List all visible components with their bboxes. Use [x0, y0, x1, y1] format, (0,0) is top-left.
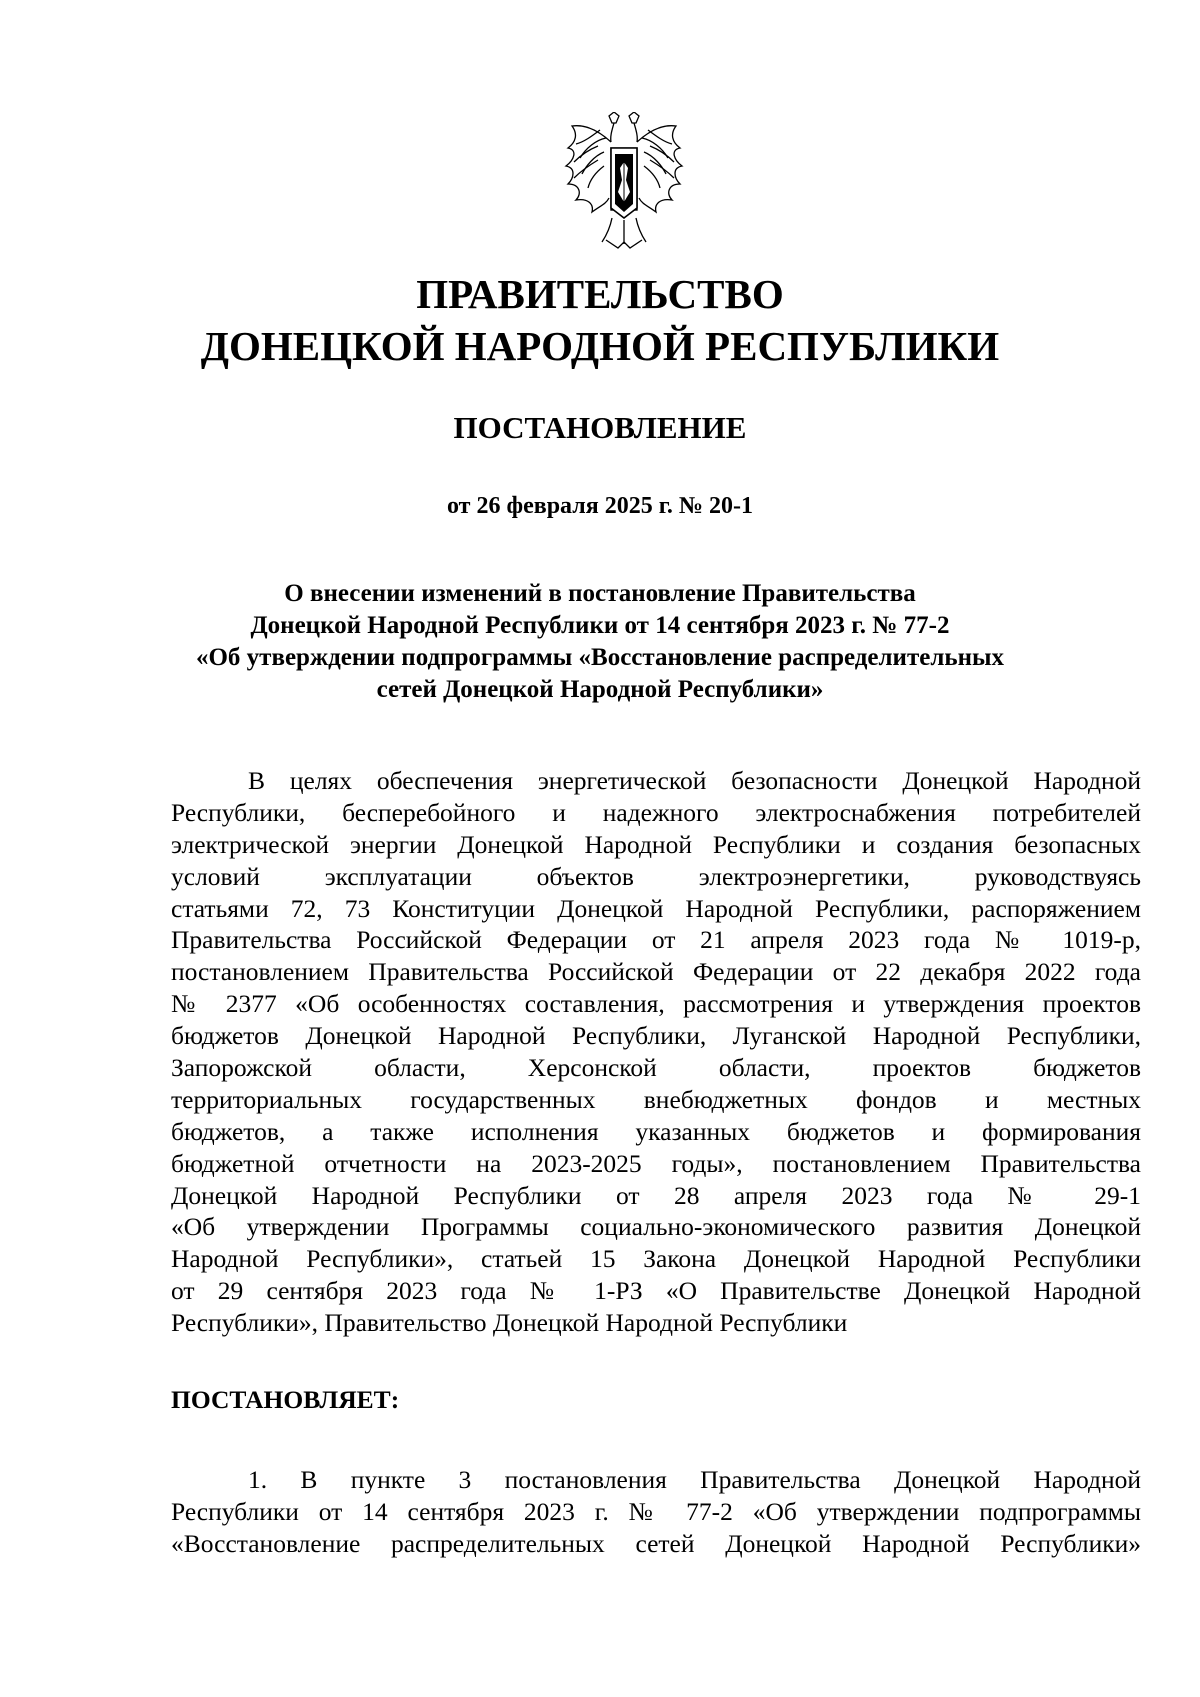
- preamble-line: бюджетов Донецкой Народной Республики, Луганской Народной Республики,: [171, 1021, 1141, 1051]
- preamble-line: Донецкой Народной Республики от 28 апреля 2023 года № 29-1: [171, 1180, 1141, 1210]
- preamble-line: Республики, бесперебойного и надежного электроснабжения потребителей: [171, 797, 1141, 827]
- resolves-heading: ПОСТАНОВЛЯЕТ:: [171, 1385, 400, 1414]
- government-name-line-2: ДОНЕЦКОЙ НАРОДНОЙ РЕСПУБЛИКИ: [200, 323, 1000, 369]
- preamble-line: Запорожской области, Херсонской области, проектов бюджетов: [171, 1053, 1141, 1083]
- preamble-line: постановлением Правительства Российской Федерации от 22 декабря 2022 года: [171, 957, 1141, 987]
- government-name: [0, 268, 1200, 372]
- preamble-paragraph: [171, 765, 1141, 1339]
- subject-line: сетей Донецкой Народной Республики»: [376, 676, 824, 703]
- item-1-line: Республики от 14 сентября 2023 г. № 77-2 «Об утверждении подпрограммы: [171, 1496, 1141, 1526]
- preamble-line: бюджетов, а также исполнения указанных бюджетов и формирования: [171, 1116, 1141, 1146]
- subject-line: О внесении изменений в постановление Правительства: [284, 580, 916, 607]
- preamble-line: Правительства Российской Федерации от 21 апреля 2023 года № 1019-р,: [171, 925, 1141, 955]
- preamble-line: условий эксплуатации объектов электроэнергетики, руководствуясь: [171, 861, 1141, 891]
- document-type: ПОСТАНОВЛЕНИЕ: [453, 410, 747, 445]
- preamble-line: территориальных государственных внебюджетных фондов и местных: [171, 1084, 1141, 1114]
- document-subject: [0, 578, 1200, 706]
- subject-line: «Об утверждении подпрограммы «Восстановление распределительных: [195, 644, 1004, 671]
- preamble-line: от 29 сентября 2023 года № 1-РЗ «О Правительстве Донецкой Народной: [171, 1276, 1141, 1306]
- preamble-line: «Об утверждении Программы социально-экономического развития Донецкой: [171, 1212, 1141, 1242]
- government-name-line-1: ПРАВИТЕЛЬСТВО: [416, 271, 784, 317]
- preamble-line: электрической энергии Донецкой Народной Республики и создания безопасных: [171, 829, 1141, 859]
- document-date-number: от 26 февраля 2025 г. № 20-1: [447, 493, 753, 519]
- subject-line: Донецкой Народной Республики от 14 сентября 2023 г. № 77-2: [250, 612, 950, 639]
- preamble-line: бюджетной отчетности на 2023-2025 годы», постановлением Правительства: [171, 1148, 1141, 1178]
- item-1-line: «Восстановление распределительных сетей Донецкой Народной Республики»: [171, 1528, 1141, 1558]
- preamble-line: В целях обеспечения энергетической безопасности Донецкой Народной: [248, 766, 1141, 795]
- item-1-line: 1. В пункте 3 постановления Правительства Донецкой Народной: [248, 1465, 1141, 1494]
- preamble-line: Республики», Правительство Донецкой Народной Республики: [171, 1308, 848, 1338]
- preamble-line: № 2377 «Об особенностях составления, рассмотрения и утверждения проектов: [171, 989, 1141, 1019]
- item-1-paragraph: [171, 1464, 1141, 1560]
- dpr-coat-of-arms-eagle-icon: [562, 112, 686, 252]
- preamble-line: статьями 72, 73 Конституции Донецкой Народной Республики, распоряжением: [171, 893, 1141, 923]
- preamble-line: Народной Республики», статьей 15 Закона Донецкой Народной Республики: [171, 1244, 1141, 1274]
